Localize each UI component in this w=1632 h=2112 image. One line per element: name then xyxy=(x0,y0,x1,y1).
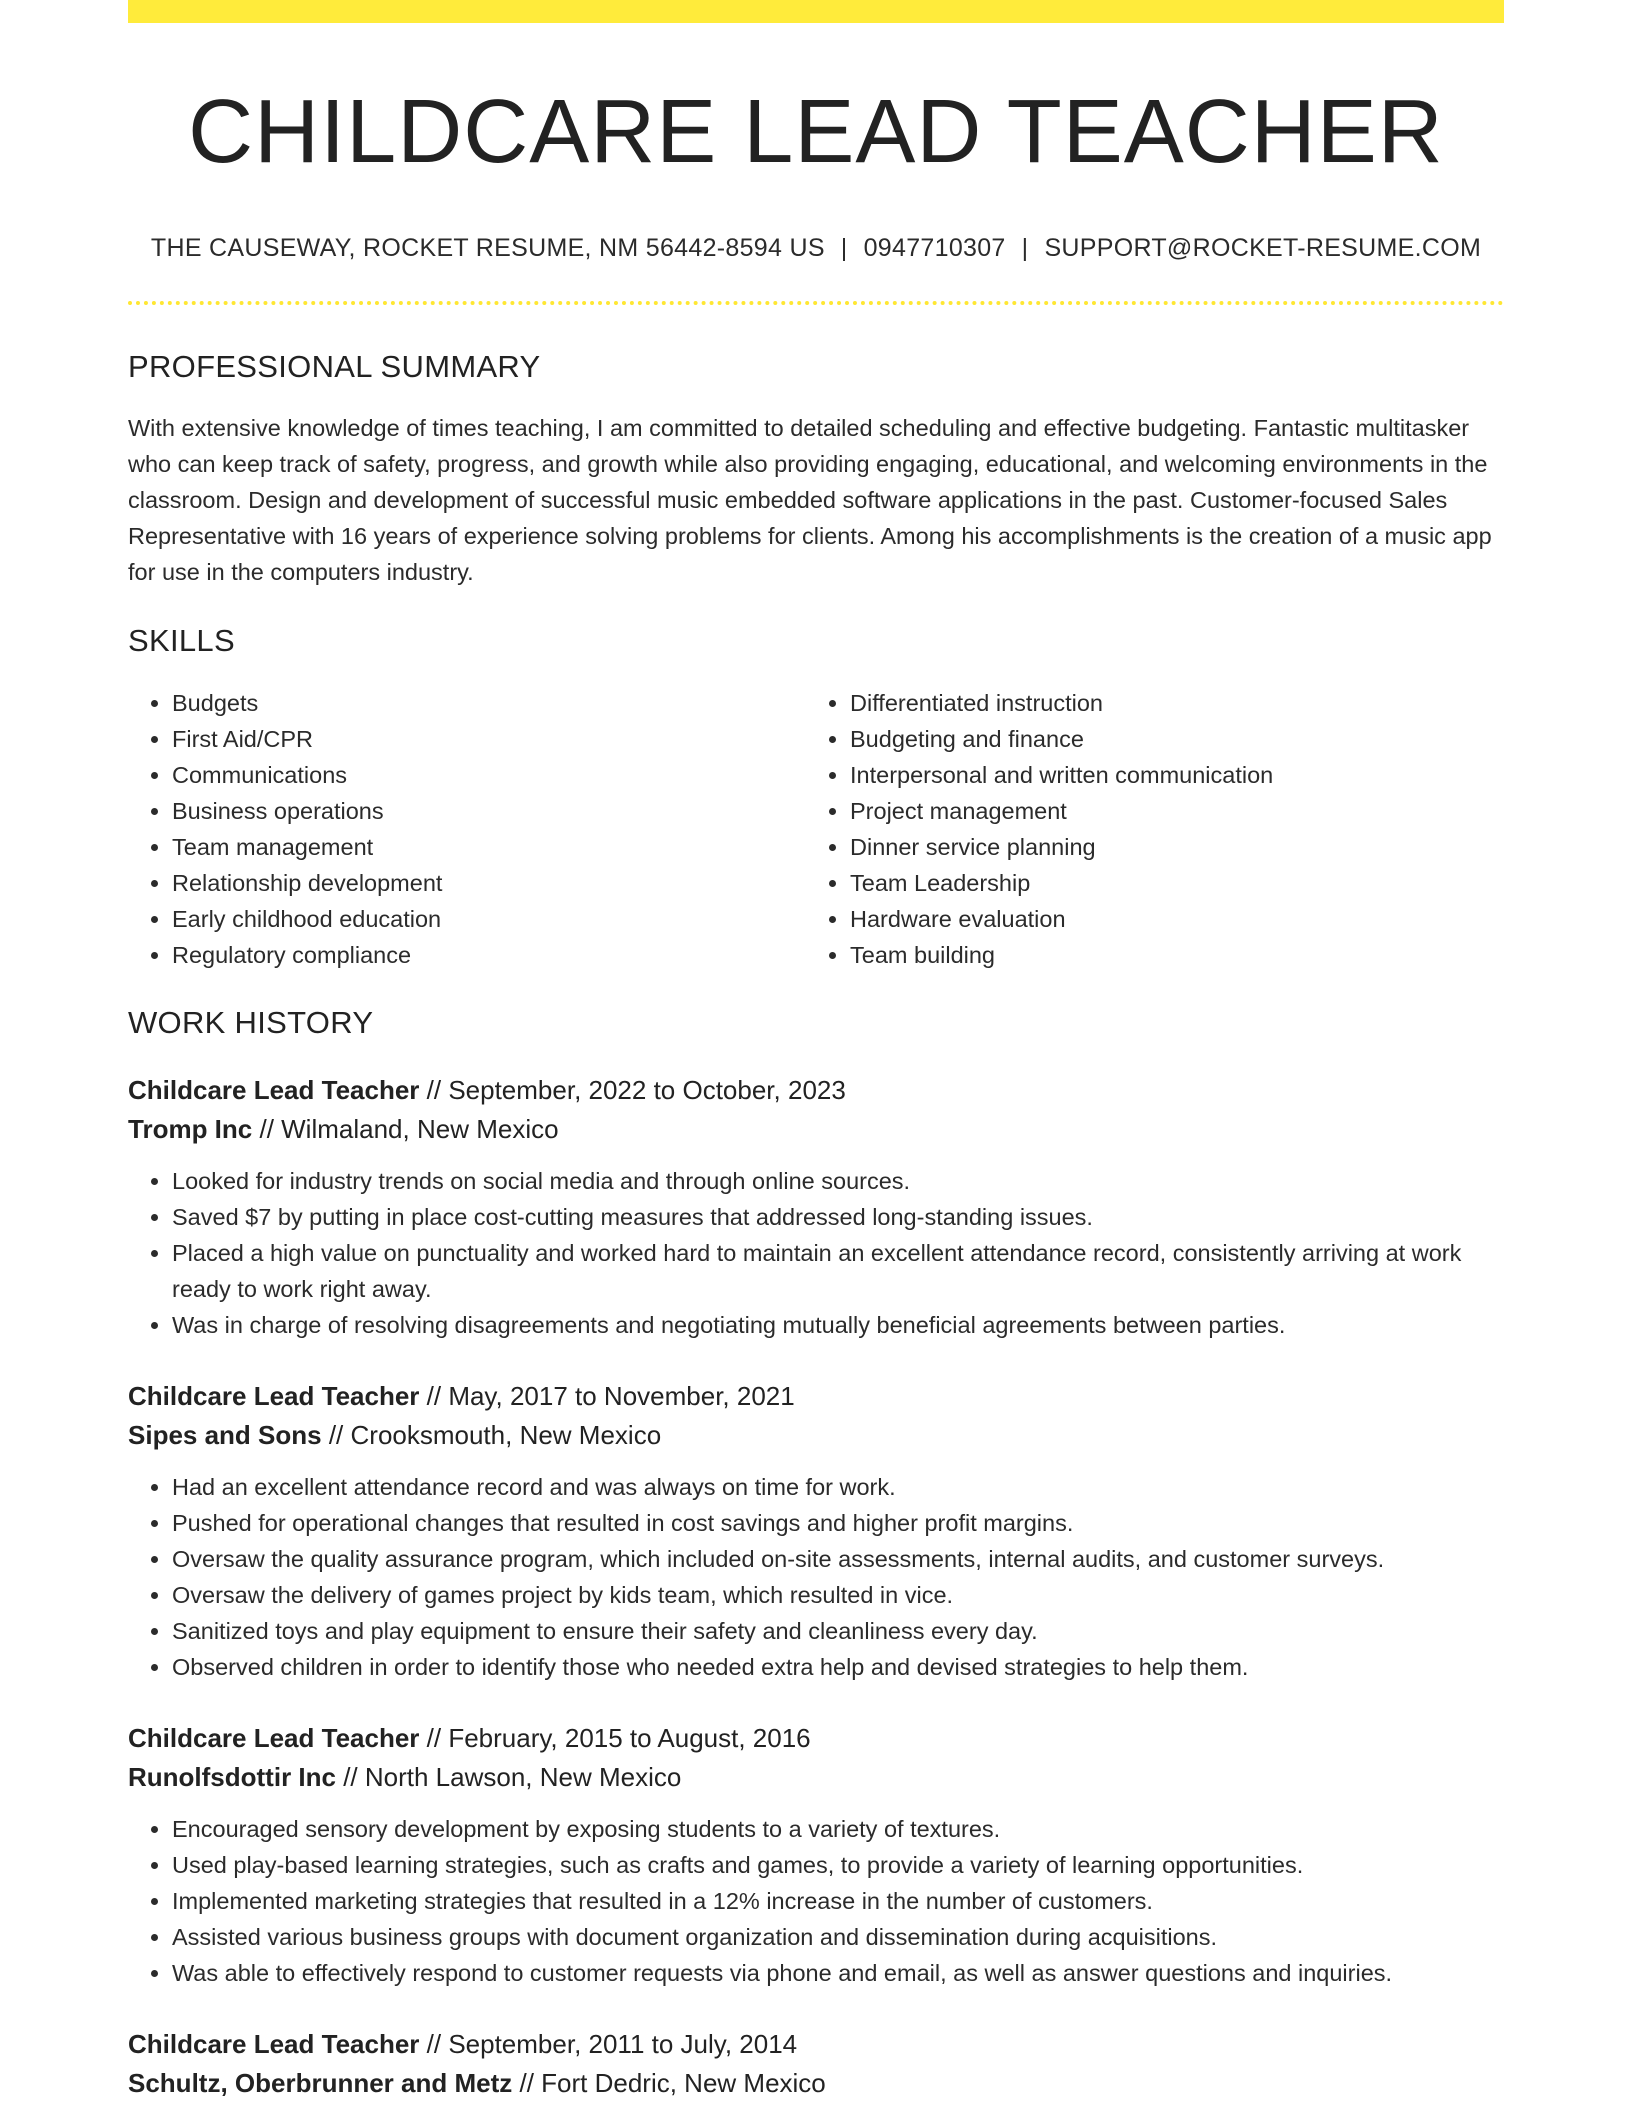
job-bullets xyxy=(128,1163,1504,1343)
job-location: // Crooksmouth, New Mexico xyxy=(321,1420,662,1450)
skill-item: • Budgeting and finance xyxy=(850,721,1484,757)
skill-item: • Regulatory compliance xyxy=(172,937,806,973)
email-link[interactable]: SUPPORT@ROCKET-RESUME.COM xyxy=(1044,234,1482,262)
summary-text: With extensive knowledge of times teaching, I am committed to detailed scheduling and effective budgeting. Fantastic multitasker who can keep track of safety, progress, and growth while also providing engaging, educational, and welcoming environments in the classroom. Design and development of successful music embedded software applications in the past. Customer-focused Sales Representative with 16 years of experience solving problems for clients. Among his accomplishments is the creation of a music app for use in the computers industry. xyxy=(128,415,1492,585)
job-title-line xyxy=(128,2025,1504,2064)
contact-separator: | xyxy=(840,234,848,262)
address: THE CAUSEWAY, ROCKET RESUME, NM 56442-8594 US xyxy=(150,234,825,262)
job-role: Childcare Lead Teacher xyxy=(128,1723,420,1753)
job-title-line xyxy=(128,1377,1504,1416)
skill-item: • Team Leadership xyxy=(850,865,1484,901)
dotted-divider xyxy=(128,301,1504,305)
skills-heading: SKILLS xyxy=(128,623,235,658)
skill-item: • Differentiated instruction xyxy=(850,685,1484,721)
job-bullet: • Oversaw the delivery of games project by kids team, which resulted in vice. xyxy=(172,1577,1504,1613)
contact-separator: | xyxy=(1021,234,1029,262)
job-entry xyxy=(128,1071,1504,1343)
summary-heading: PROFESSIONAL SUMMARY xyxy=(128,349,541,384)
job-bullet: • Pushed for operational changes that resulted in cost savings and higher profit margins. xyxy=(172,1505,1504,1541)
job-bullet: • Saved $7 by putting in place cost-cutting measures that addressed long-standing issues. xyxy=(172,1199,1504,1235)
job-bullet: • Was able to effectively respond to customer requests via phone and email, as well as answer questions and inquiries. xyxy=(172,1955,1504,1991)
job-bullet: • Looked for industry trends on social media and through online sources. xyxy=(172,1163,1504,1199)
job-bullets xyxy=(128,1469,1504,1685)
job-location: // North Lawson, New Mexico xyxy=(335,1762,682,1792)
skill-item: • Project management xyxy=(850,793,1484,829)
skill-item: • Relationship development xyxy=(172,865,806,901)
job-role: Childcare Lead Teacher xyxy=(128,1075,420,1105)
job-bullet: • Encouraged sensory development by exposing students to a variety of textures. xyxy=(172,1811,1504,1847)
job-bullet: • Used play-based learning strategies, such as crafts and games, to provide a variety of learning opportunities. xyxy=(172,1847,1504,1883)
job-location: // Fort Dedric, New Mexico xyxy=(512,2068,826,2098)
job-title-line xyxy=(128,1719,1504,1758)
accent-bar xyxy=(128,0,1504,23)
job-dates: // February, 2015 to August, 2016 xyxy=(419,1723,811,1753)
job-location: // Wilmaland, New Mexico xyxy=(252,1114,559,1144)
job-entry xyxy=(128,1719,1504,1991)
job-bullet: • Sanitized toys and play equipment to ensure their safety and cleanliness every day. xyxy=(172,1613,1504,1649)
skill-item: • Team management xyxy=(172,829,806,865)
job-company-line xyxy=(128,2064,1504,2103)
job-company-line xyxy=(128,1758,1504,1797)
job-dates: // September, 2011 to July, 2014 xyxy=(419,2029,798,2059)
skill-item: • Communications xyxy=(172,757,806,793)
phone: 0947710307 xyxy=(863,234,1006,262)
skill-item: • Hardware evaluation xyxy=(850,901,1484,937)
job-bullets xyxy=(128,1811,1504,1991)
job-company-line xyxy=(128,1416,1504,1455)
job-entry xyxy=(128,1377,1504,1685)
skills-list xyxy=(128,685,1504,973)
skill-item: • Business operations xyxy=(172,793,806,829)
job-company: Tromp Inc xyxy=(128,1114,253,1144)
contact-line xyxy=(128,234,1504,263)
job-bullet: • Was in charge of resolving disagreements and negotiating mutually beneficial agreements between parties. xyxy=(172,1307,1504,1343)
skill-item: • Dinner service planning xyxy=(850,829,1484,865)
job-dates: // September, 2022 to October, 2023 xyxy=(419,1075,846,1105)
job-bullet: • Implemented marketing strategies that resulted in a 12% increase in the number of customers. xyxy=(172,1883,1504,1919)
job-bullet: • Observed children in order to identify those who needed extra help and devised strategies to help them. xyxy=(172,1649,1504,1685)
skill-item: • Budgets xyxy=(172,685,806,721)
job-bullet: • Had an excellent attendance record and was always on time for work. xyxy=(172,1469,1504,1505)
skills-column-right xyxy=(806,685,1484,973)
job-dates: // May, 2017 to November, 2021 xyxy=(419,1381,795,1411)
job-bullet: • Oversaw the quality assurance program, which included on-site assessments, internal audits, and customer surveys. xyxy=(172,1541,1504,1577)
resume-page xyxy=(128,0,1504,2103)
job-bullet: • Assisted various business groups with document organization and dissemination during acquisitions. xyxy=(172,1919,1504,1955)
job-company-line xyxy=(128,1110,1504,1149)
job-role: Childcare Lead Teacher xyxy=(128,2029,420,2059)
skill-item: • First Aid/CPR xyxy=(172,721,806,757)
work-history-heading: WORK HISTORY xyxy=(128,1005,374,1040)
skill-item: • Early childhood education xyxy=(172,901,806,937)
job-bullet: • Placed a high value on punctuality and worked hard to maintain an excellent attendance record, consistently arriving at work ready to work right away. xyxy=(172,1235,1504,1307)
skills-column-left xyxy=(128,685,806,973)
job-company: Schultz, Oberbrunner and Metz xyxy=(128,2068,513,2098)
skill-item: • Interpersonal and written communication xyxy=(850,757,1484,793)
job-entry xyxy=(128,2025,1504,2103)
skill-item: • Team building xyxy=(850,937,1484,973)
job-role: Childcare Lead Teacher xyxy=(128,1381,420,1411)
job-company: Sipes and Sons xyxy=(128,1420,322,1450)
resume-name: CHILDCARE LEAD TEACHER xyxy=(188,82,1444,182)
job-company: Runolfsdottir Inc xyxy=(128,1762,336,1792)
job-title-line xyxy=(128,1071,1504,1110)
